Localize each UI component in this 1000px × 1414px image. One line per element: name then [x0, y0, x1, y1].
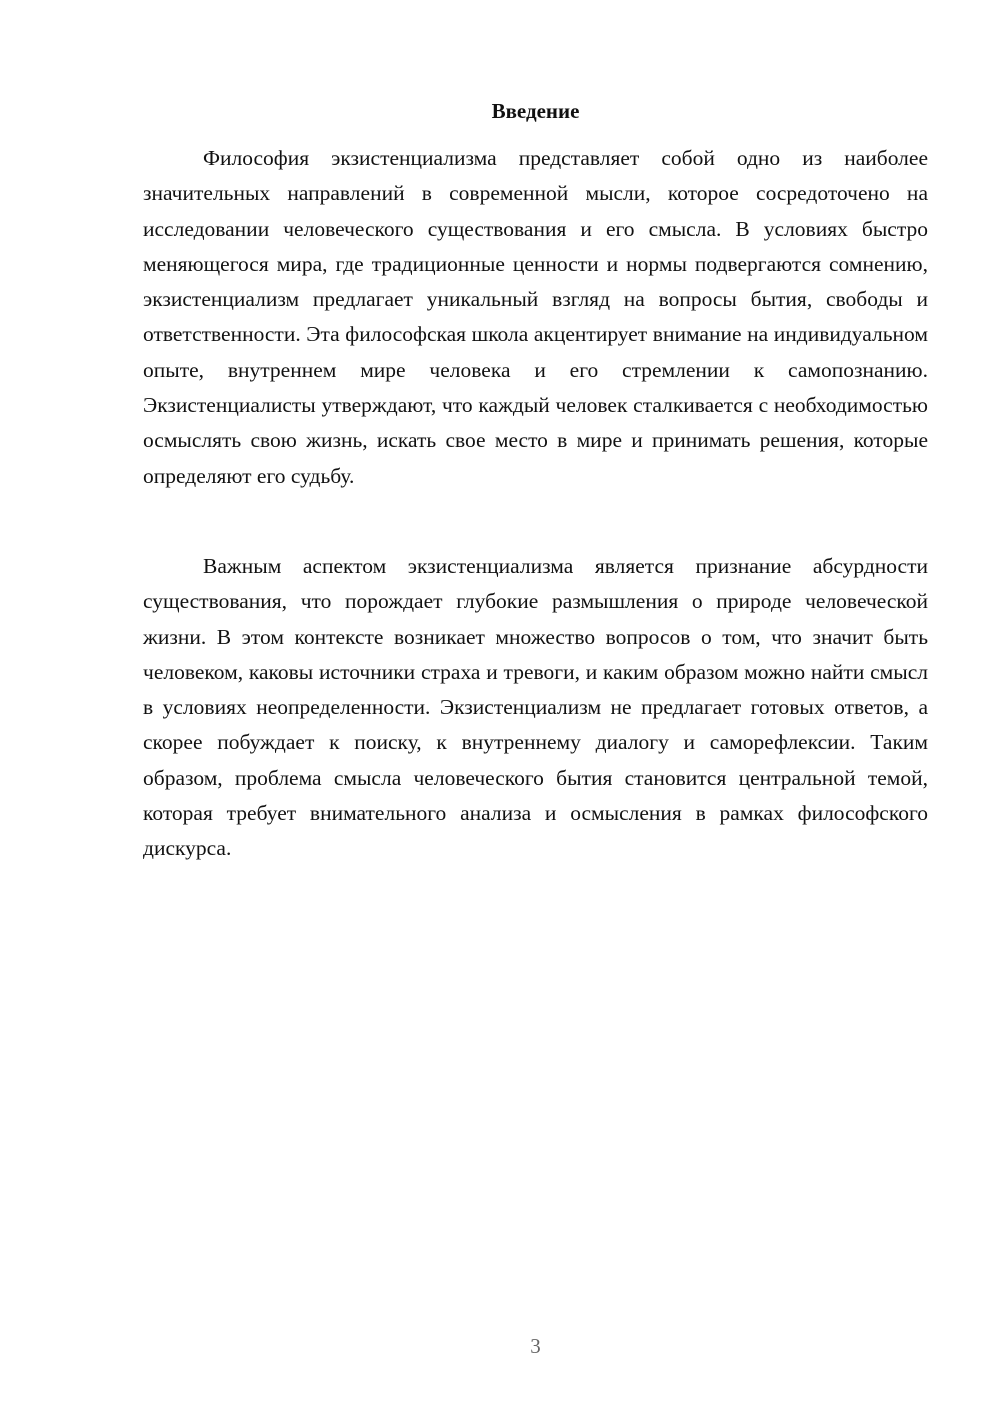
section-heading: Введение [491, 99, 580, 123]
paragraph-2: Важным аспектом экзистенциализма является признание абсурдности существования, что порождает глубокие размышления о природе человеческой жизни. В этом контексте возникает множество вопросов о том, что значит быть человеком, каковы источники страха и тревоги, и каким образом можно найти смысл в условиях неопределенности. Экзистенциализм не предлагает готовых ответов, а скорее побуждает к поиску, к внутреннему диалогу и саморефлексии. Таким образом, проблема смысла человеческого бытия становится центральной темой, которая требует внимательного анализа и осмысления в рамках философского дискурса. [143, 554, 928, 861]
paragraph-1: Философия экзистенциализма представляет собой одно из наиболее значительных направлений в современной мысли, которое сосредоточено на исследовании человеческого существования и его смысла. В условиях быстро меняющегося мира, где традиционные ценности и нормы подвергаются сомнению, экзистенциализм предлагает уникальный взгляд на вопросы бытия, свободы и ответственности. Эта философская школа акцентирует внимание на индивидуальном опыте, внутреннем мире человека и его стремлении к самопознанию. Экзистенциалисты утверждают, что каждый человек сталкивается с необходимостью осмыслять свою жизнь, искать свое место в мире и принимать решения, которые определяют его судьбу. [143, 146, 928, 488]
page-number: 3 [530, 1334, 541, 1358]
